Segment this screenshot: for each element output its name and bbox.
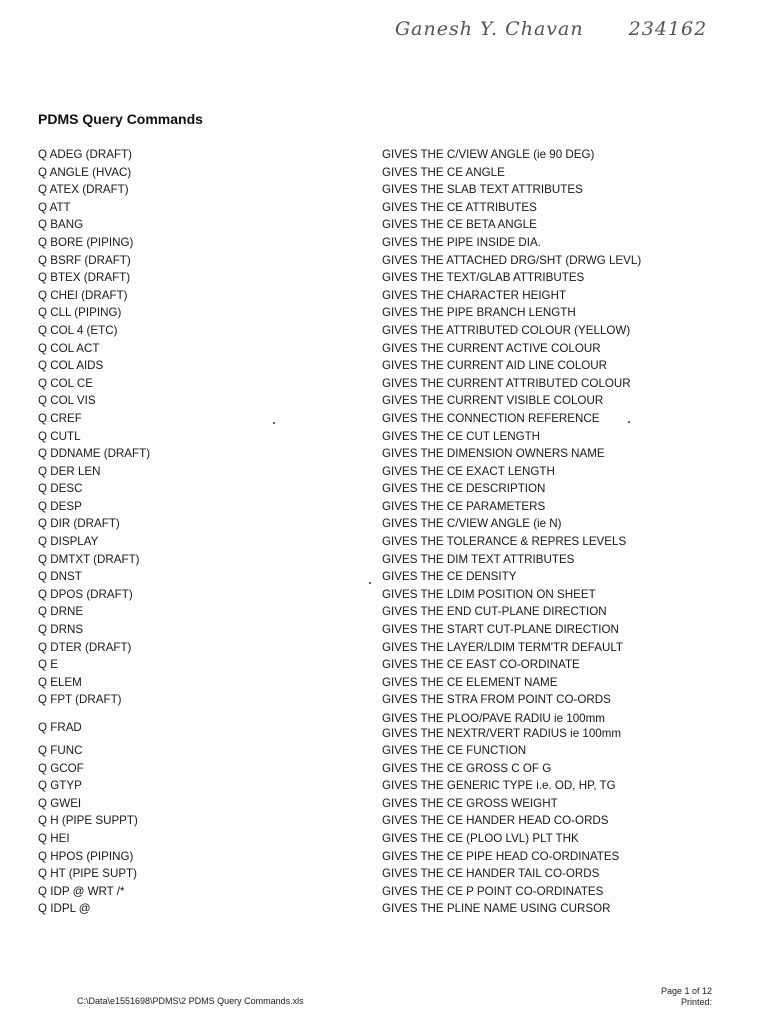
query-description: GIVES THE CE ATTRIBUTES <box>382 200 537 214</box>
query-description: GIVES THE CURRENT AID LINE COLOUR <box>382 359 608 373</box>
query-command: Q GTYP <box>38 779 82 793</box>
query-description: GIVES THE CE (PLOO LVL) PLT THK <box>382 831 579 845</box>
query-description-line: GIVES THE PLOO/PAVE RADIU ie 100mm <box>382 712 605 725</box>
query-description: GIVES THE ATTACHED DRG/SHT (DRWG LEVL) <box>382 253 642 267</box>
query-command: Q FRAD <box>38 721 82 734</box>
table-row <box>38 463 738 481</box>
query-description: GIVES THE CHARACTER HEIGHT <box>382 288 567 302</box>
query-command: Q HT (PIPE SUPT) <box>38 867 137 881</box>
query-description: GIVES THE LDIM POSITION ON SHEET <box>382 587 596 601</box>
query-command: Q COL AIDS <box>38 359 104 373</box>
table-row <box>38 357 738 375</box>
query-description <box>382 711 738 741</box>
table-row <box>38 691 738 709</box>
table-row <box>38 586 738 604</box>
query-command: Q DTER (DRAFT) <box>38 640 132 654</box>
table-row <box>38 445 738 463</box>
table-row <box>38 515 738 533</box>
footer-printed-label: Printed: <box>680 997 712 1007</box>
query-command: Q DMTXT (DRAFT) <box>38 552 140 566</box>
footer-file-path: C:\Data\e1551698\PDMS\2 PDMS Query Commands.xls <box>77 996 304 1006</box>
query-command: Q COL CE <box>38 376 93 390</box>
table-row <box>38 621 738 639</box>
query-description: GIVES THE CURRENT ATTRIBUTED COLOUR <box>382 376 631 390</box>
table-row <box>38 760 738 778</box>
query-command: Q BORE (PIPING) <box>38 235 134 249</box>
query-description: GIVES THE CE DESCRIPTION <box>382 482 546 496</box>
table-row <box>38 392 738 410</box>
table-row <box>38 742 738 760</box>
query-command: Q COL ACT <box>38 341 100 355</box>
query-command: Q ELEM <box>38 675 82 689</box>
table-row <box>38 568 738 586</box>
table-row <box>38 777 738 795</box>
table-row <box>38 428 738 446</box>
query-command: Q HEI <box>38 831 70 845</box>
query-description: GIVES THE CURRENT ACTIVE COLOUR <box>382 341 601 355</box>
query-command: Q BSRF (DRAFT) <box>38 253 131 267</box>
table-row <box>38 533 738 551</box>
table-row <box>38 322 738 340</box>
query-description: GIVES THE ATTRIBUTED COLOUR (YELLOW) <box>382 323 631 337</box>
footer-page-info <box>661 986 712 1008</box>
query-description: GIVES THE CE EAST CO-ORDINATE <box>382 658 580 672</box>
query-command: Q BTEX (DRAFT) <box>38 271 131 285</box>
query-command: Q DISPLAY <box>38 535 99 549</box>
table-row <box>38 674 738 692</box>
table-row <box>38 146 738 164</box>
table-row <box>38 498 738 516</box>
scan-speck <box>273 422 275 424</box>
table-row <box>38 480 738 498</box>
query-command: Q ADEG (DRAFT) <box>38 148 133 161</box>
query-description: GIVES THE CE FUNCTION <box>382 744 527 757</box>
query-description: GIVES THE CE PARAMETERS <box>382 499 546 513</box>
query-description: GIVES THE CE PIPE HEAD CO-ORDINATES <box>382 849 620 863</box>
query-command: Q FUNC <box>38 744 83 757</box>
table-row <box>38 812 738 830</box>
query-command: Q COL 4 (ETC) <box>38 323 118 337</box>
table-row <box>38 848 738 866</box>
table-row <box>38 234 738 252</box>
document-title: PDMS Query Commands <box>38 111 203 127</box>
query-description: GIVES THE CE HANDER TAIL CO-ORDS <box>382 867 600 881</box>
query-command: Q CLL (PIPING) <box>38 306 122 320</box>
query-command: Q H (PIPE SUPPT) <box>38 814 138 828</box>
query-command: Q DESC <box>38 482 83 496</box>
query-description: GIVES THE CE BETA ANGLE <box>382 218 537 232</box>
query-commands-table <box>38 146 738 918</box>
query-command: Q CHEI (DRAFT) <box>38 288 128 302</box>
query-command: Q DER LEN <box>38 464 101 478</box>
query-description: GIVES THE C/VIEW ANGLE (ie N) <box>382 517 562 531</box>
query-command: Q DNST <box>38 570 82 584</box>
query-description: GIVES THE CE HANDER HEAD CO-ORDS <box>382 814 609 828</box>
query-description: GIVES THE CE P POINT CO-ORDINATES <box>382 884 604 898</box>
table-row <box>38 883 738 901</box>
query-command: Q DESP <box>38 499 82 513</box>
query-description: GIVES THE CONNECTION REFERENCE <box>382 411 600 425</box>
query-description: GIVES THE CE EXACT LENGTH <box>382 464 555 478</box>
query-description: GIVES THE SLAB TEXT ATTRIBUTES <box>382 183 583 197</box>
table-row <box>38 304 738 322</box>
table-row <box>38 269 738 287</box>
query-command: Q IDPL @ <box>38 902 91 916</box>
table-row <box>38 287 738 305</box>
query-description: GIVES THE DIM TEXT ATTRIBUTES <box>382 552 575 566</box>
query-command: Q HPOS (PIPING) <box>38 849 134 863</box>
query-command: Q FPT (DRAFT) <box>38 693 122 707</box>
query-description: GIVES THE PIPE INSIDE DIA. <box>382 235 541 249</box>
table-row <box>38 830 738 848</box>
query-command: Q ANGLE (HVAC) <box>38 165 132 179</box>
query-command: Q ATEX (DRAFT) <box>38 183 129 197</box>
handwritten-signature <box>395 18 707 40</box>
table-row <box>38 410 738 428</box>
scan-speck <box>628 421 630 423</box>
query-description: GIVES THE TEXT/GLAB ATTRIBUTES <box>382 271 585 285</box>
table-row <box>38 216 738 234</box>
table-row <box>38 709 738 742</box>
query-description: GIVES THE LAYER/LDIM TERM'TR DEFAULT <box>382 640 624 654</box>
query-command: Q DIR (DRAFT) <box>38 517 120 531</box>
table-row <box>38 603 738 621</box>
query-description: GIVES THE CE GROSS C OF G <box>382 761 552 775</box>
table-row <box>38 375 738 393</box>
query-command: Q ATT <box>38 200 71 214</box>
query-description: GIVES THE PIPE BRANCH LENGTH <box>382 306 576 320</box>
scan-speck <box>369 582 371 584</box>
query-description: GIVES THE CE DENSITY <box>382 570 517 584</box>
query-description: GIVES THE GENERIC TYPE i.e. OD, HP, TG <box>382 779 616 793</box>
table-row <box>38 639 738 657</box>
query-command: Q E <box>38 658 58 672</box>
query-description: GIVES THE CE GROSS WEIGHT <box>382 796 558 810</box>
query-command: Q CREF <box>38 411 82 425</box>
query-description: GIVES THE C/VIEW ANGLE (ie 90 DEG) <box>382 148 595 161</box>
query-description: GIVES THE CURRENT VISIBLE COLOUR <box>382 394 604 408</box>
query-command: Q DRNE <box>38 605 84 619</box>
query-description: GIVES THE STRA FROM POINT CO-ORDS <box>382 693 611 707</box>
table-row <box>38 199 738 217</box>
table-row <box>38 795 738 813</box>
query-description-line: GIVES THE NEXTR/VERT RADIUS ie 100mm <box>382 727 622 740</box>
table-row <box>38 551 738 569</box>
table-row <box>38 181 738 199</box>
query-description: GIVES THE CE ANGLE <box>382 165 505 179</box>
table-row <box>38 865 738 883</box>
query-description: GIVES THE START CUT-PLANE DIRECTION <box>382 623 619 637</box>
query-command: Q IDP @ WRT /* <box>38 884 125 898</box>
query-command: Q GCOF <box>38 761 84 775</box>
query-description: GIVES THE CE ELEMENT NAME <box>382 675 558 689</box>
query-command: Q CUTL <box>38 429 81 443</box>
handwritten-name: Ganesh Y. Chavan <box>395 18 584 40</box>
query-command: Q DDNAME (DRAFT) <box>38 447 151 461</box>
query-description: GIVES THE TOLERANCE & REPRES LEVELS <box>382 535 627 549</box>
footer-page-number: Page 1 of 12 <box>660 986 712 996</box>
query-command: Q BANG <box>38 218 84 232</box>
query-command: Q DRNS <box>38 623 84 637</box>
query-description: GIVES THE CE CUT LENGTH <box>382 429 541 443</box>
query-command: Q COL VIS <box>38 394 96 408</box>
query-description: GIVES THE END CUT-PLANE DIRECTION <box>382 605 607 619</box>
table-row <box>38 340 738 358</box>
table-row <box>38 252 738 270</box>
handwritten-id: 234162 <box>628 18 708 40</box>
table-row <box>38 164 738 182</box>
table-row <box>38 900 738 918</box>
query-description: GIVES THE DIMENSION OWNERS NAME <box>382 447 605 461</box>
query-command: Q GWEI <box>38 796 82 810</box>
query-description: GIVES THE PLINE NAME USING CURSOR <box>382 902 611 916</box>
query-command: Q DPOS (DRAFT) <box>38 587 133 601</box>
table-row <box>38 656 738 674</box>
